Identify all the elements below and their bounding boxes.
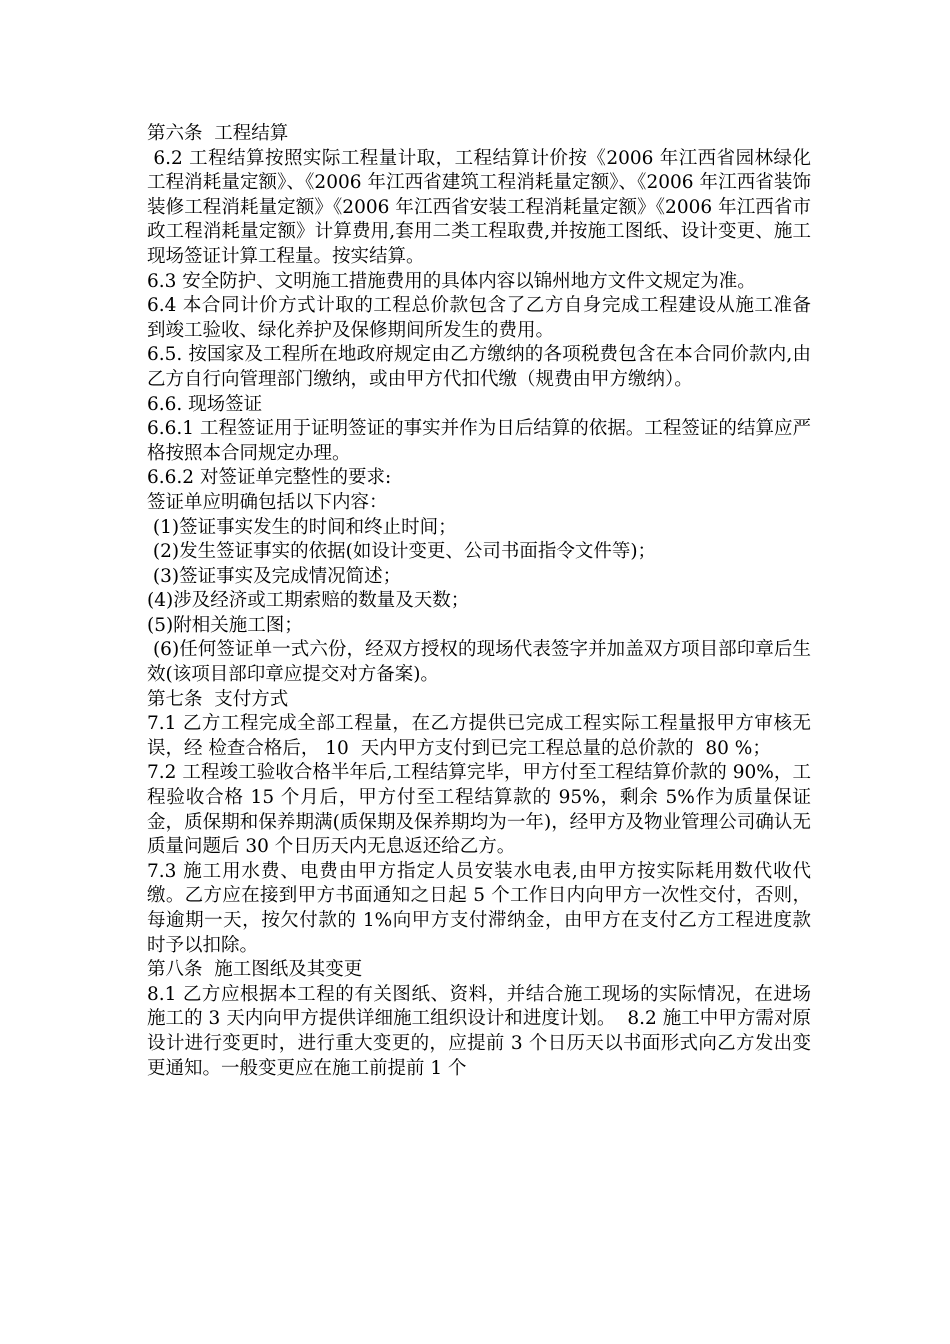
visa-content-intro: 签证单应明确包括以下内容： [147, 491, 388, 513]
clause-8-1: 8.1 乙方应根据本工程的有关图纸、资料，并结合施工现场的实际情况，在进场施工的 3 天内向甲方提供详细施工组织设计和进度计划。 8.2 施工中甲方需对原设计进行变更时，进行重大变更的，应提前 3 个日历天以书面形式向乙方发出变更通知。一般变更应在施工前提前 1 个 [147, 983, 811, 1079]
list-item-2: (2)发生签证事实的依据(如设计变更、公司书面指令文件等)； [147, 541, 657, 563]
clause-6-6: 6.6. 现场签证 [147, 393, 263, 415]
list-item-6: (6)任何签证单一式六份，经双方授权的现场代表签字并加盖双方项目部印章后生效(该项目部印章应提交对方备案)。 [147, 639, 811, 686]
clause-6-6-1: 6.6.1 工程签证用于证明签证的事实并作为日后结算的依据。工程签证的结算应严格按照本合同规定办理。 [147, 418, 811, 464]
section-heading-8: 第八条 施工图纸及其变更 [147, 959, 363, 981]
clause-7-2: 7.2 工程竣工验收合格半年后,工程结算完毕，甲方付至工程结算价款的 90%，工程验收合格 15 个月后，甲方付至工程结算款的 95%，剩余 5%作为质量保证金，质保期和保养期满(质保期及保养期均为一年)，经甲方及物业管理公司确认无质量问题后 30 个日历天内无息返还给乙方。 [147, 762, 811, 858]
section-heading-7: 第七条 支付方式 [147, 688, 289, 710]
clause-6-5: 6.5. 按国家及工程所在地政府规定由乙方缴纳的各项税费包含在本合同价款内,由乙方自行向管理部门缴纳，或由甲方代扣代缴（规费由甲方缴纳）。 [147, 344, 811, 390]
section-heading-6: 第六条 工程结算 [147, 123, 289, 144]
clause-6-6-2: 6.6.2 对签证单完整性的要求: [147, 467, 392, 489]
list-item-3: (3)签证事实及完成情况简述； [147, 565, 402, 587]
clause-7-1: 7.1 乙方工程完成全部工程量，在乙方提供已完成工程实际工程量报甲方审核无误，经 检查合格后， 10 天内甲方支付到已完工程总量的总价款的 80 %； [147, 713, 811, 759]
list-item-5: (5)附相关施工图； [147, 614, 303, 636]
document-page [147, 122, 811, 1081]
list-item-4: (4)涉及经济或工期索赔的数量及天数； [147, 590, 470, 612]
clause-6-4: 6.4 本合同计价方式计取的工程总价款包含了乙方自身完成工程建设从施工准备到竣工验收、绿化养护及保修期间所发生的费用。 [147, 295, 811, 341]
clause-6-3: 6.3 安全防护、文明施工措施费用的具体内容以锦州地方文件文规定为准。 [147, 270, 756, 292]
list-item-1: (1)签证事实发生的时间和终止时间； [147, 516, 457, 538]
clause-7-3: 7.3 施工用水费、电费由甲方指定人员安装水电表,由甲方按实际耗用数代收代缴。乙方应在接到甲方书面通知之日起 5 个工作日内向甲方一次性交付，否则，每逾期一天，按欠付款的 1%向甲方支付滞纳金，由甲方在支付乙方工程进度款时予以扣除。 [147, 860, 811, 956]
clause-6-2: 6.2 工程结算按照实际工程量计取，工程结算计价按《2006 年江西省园林绿化工程消耗量定额》、《2006 年江西省建筑工程消耗量定额》、《2006 年江西省装饰装修工程消耗量定额》《2006 年江西省安装工程消耗量定额》《2006 年江西省市政工程消耗量定额》计算费用,套用二类工程取费,并按施工图纸、设计变更、施工现场签证计算工程量。按实结算。 [147, 147, 811, 267]
